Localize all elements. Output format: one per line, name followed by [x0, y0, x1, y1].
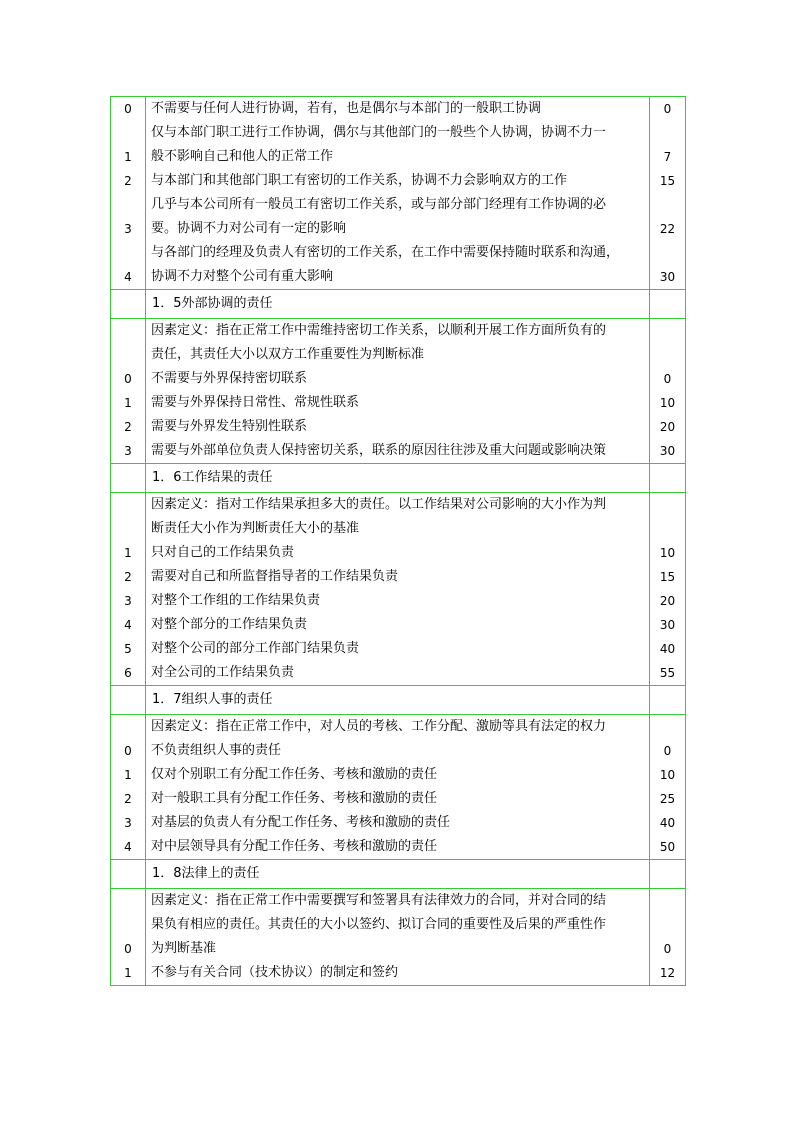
score-value: 12 — [659, 966, 676, 980]
definition-line: 为判断基准 — [151, 941, 217, 956]
score-spacer — [650, 517, 685, 541]
grade-number: 3 — [124, 444, 132, 458]
level-description: 对全公司的工作结果负责 — [151, 665, 295, 680]
score-column — [650, 97, 686, 290]
grade-number: 3 — [124, 594, 132, 608]
grade-column — [111, 715, 146, 860]
grade-cell — [111, 860, 146, 889]
section-header-row — [111, 290, 686, 319]
score-spacer — [650, 715, 685, 739]
section-title: 1．6工作结果的责任 — [152, 470, 273, 485]
section-body-row — [111, 319, 686, 464]
grade-column — [111, 319, 146, 464]
section-title-cell — [146, 686, 650, 715]
level-description: 仅对个别职工有分配工作任务、考核和激励的责任 — [151, 767, 438, 782]
description-line: 协调不力对整个公司有重大影响 — [151, 269, 334, 284]
score-spacer — [650, 913, 685, 937]
section-title-cell — [146, 464, 650, 493]
grade-spacer — [111, 493, 145, 517]
score-value: 10 — [659, 546, 676, 560]
description-column — [146, 97, 650, 290]
level-description: 需要与外部单位负责人保持密切关系，联系的原因往往涉及重大问题或影响决策 — [151, 443, 607, 458]
definition-line: 因素定义：指在正常工作中需要撰写和签署具有法律效力的合同，并对合同的结 — [151, 893, 607, 908]
score-value: 30 — [659, 618, 676, 632]
grade-spacer — [111, 889, 145, 913]
grade-number: 1 — [124, 966, 132, 980]
description-column — [146, 493, 650, 686]
section-title: 1．5外部协调的责任 — [152, 296, 273, 311]
grade-spacer — [111, 241, 145, 265]
grade-number: 5 — [124, 642, 132, 656]
score-value: 40 — [659, 642, 676, 656]
grade-column — [111, 97, 146, 290]
cell-blank — [111, 464, 145, 492]
level-description: 只对自己的工作结果负责 — [151, 545, 295, 560]
definition-line: 因素定义：指对工作结果承担多大的责任。以工作结果对公司影响的大小作为判 — [151, 497, 607, 512]
grade-spacer — [111, 319, 145, 343]
grade-number: 4 — [124, 840, 132, 854]
grade-number: 6 — [124, 666, 132, 680]
description-line: 般不影响自己和他人的正常工作 — [151, 149, 334, 164]
cell-blank — [650, 860, 685, 888]
section-header-row — [111, 860, 686, 889]
grade-column — [111, 889, 146, 986]
level-description: 需要与外界保持日常性、常规性联系 — [151, 395, 360, 410]
grade-number: 4 — [124, 270, 132, 284]
grade-spacer — [111, 343, 145, 367]
section-body-row — [111, 493, 686, 686]
score-value: 30 — [659, 444, 676, 458]
section-title: 1．7组织人事的责任 — [152, 692, 273, 707]
cell-blank — [650, 686, 685, 714]
description-column — [146, 715, 650, 860]
section-header-row — [111, 686, 686, 715]
description-column — [146, 319, 650, 464]
cell-blank — [111, 860, 145, 888]
level-description: 对中层领导具有分配工作任务、考核和激励的责任 — [151, 839, 438, 854]
level-description: 对整个公司的部分工作部门结果负责 — [151, 641, 360, 656]
score-value: 25 — [659, 792, 676, 806]
grade-number: 1 — [124, 546, 132, 560]
score-value: 7 — [663, 150, 672, 164]
description-column — [146, 889, 650, 986]
score-cell — [650, 290, 686, 319]
score-value: 40 — [659, 816, 676, 830]
grade-cell — [111, 290, 146, 319]
section-body-row — [111, 715, 686, 860]
section-body-row — [111, 889, 686, 986]
grade-number: 2 — [124, 174, 132, 188]
score-value: 22 — [659, 222, 676, 236]
definition-line: 因素定义：指在正常工作中，对人员的考核、工作分配、激励等具有法定的权力 — [151, 719, 607, 734]
definition-line: 果负有相应的责任。其责任的大小以签约、拟订合同的重要性及后果的严重性作 — [151, 917, 607, 932]
section-header-row — [111, 464, 686, 493]
level-description: 需要与外界发生特别性联系 — [151, 419, 308, 434]
description-line: 不需要与任何人进行协调，若有，也是偶尔与本部门的一般职工协调 — [151, 101, 542, 116]
description-line: 仅与本部门职工进行工作协调，偶尔与其他部门的一般些个人协调，协调不力一 — [151, 125, 607, 140]
level-description: 不需要与外界保持密切联系 — [151, 371, 308, 386]
score-spacer — [650, 493, 685, 517]
table-row — [111, 97, 686, 290]
level-description: 对一般职工具有分配工作任务、考核和激励的责任 — [151, 791, 438, 806]
cell-blank — [111, 686, 145, 714]
description-line: 与各部门的经理及负责人有密切的工作关系，在工作中需要保持随时联系和沟通， — [151, 245, 620, 260]
score-value: 55 — [659, 666, 676, 680]
score-spacer — [650, 121, 685, 145]
grade-number: 1 — [124, 150, 132, 164]
level-description: 不参与有关合同（技术协议）的制定和签约 — [151, 965, 399, 980]
description-line: 几乎与本公司所有一般员工有密切工作关系，或与部分部门经理有工作协调的必 — [151, 197, 607, 212]
grade-number: 0 — [124, 372, 132, 386]
description-line: 与本部门和其他部门职工有密切的工作关系，协调不力会影响双方的工作 — [151, 173, 568, 188]
score-value: 10 — [659, 768, 676, 782]
grade-number: 0 — [124, 102, 132, 116]
level-description: 对整个工作组的工作结果负责 — [151, 593, 321, 608]
score-value: 10 — [659, 396, 676, 410]
score-value: 0 — [663, 102, 672, 116]
level-description: 对整个部分的工作结果负责 — [151, 617, 308, 632]
score-value: 20 — [659, 594, 676, 608]
definition-line: 因素定义：指在正常工作中需维持密切工作关系，以顺利开展工作方面所负有的 — [151, 323, 607, 338]
score-spacer — [650, 193, 685, 217]
grade-column — [111, 493, 146, 686]
cell-blank — [650, 290, 685, 318]
grade-cell — [111, 464, 146, 493]
definition-line: 责任，其责任大小以双方工作重要性为判断标准 — [151, 347, 425, 362]
score-column — [650, 889, 686, 986]
level-description: 不负责组织人事的责任 — [151, 743, 282, 758]
score-value: 0 — [663, 372, 672, 386]
score-value: 0 — [663, 744, 672, 758]
grade-spacer — [111, 913, 145, 937]
score-value: 50 — [659, 840, 676, 854]
cell-blank — [111, 290, 145, 318]
document-page — [110, 96, 685, 986]
score-column — [650, 715, 686, 860]
grade-number: 3 — [124, 222, 132, 236]
score-cell — [650, 686, 686, 715]
grade-number: 3 — [124, 816, 132, 830]
grade-spacer — [111, 121, 145, 145]
grade-number: 2 — [124, 570, 132, 584]
grade-number: 1 — [124, 396, 132, 410]
section-title: 1．8法律上的责任 — [152, 866, 260, 881]
score-value: 15 — [659, 570, 676, 584]
score-column — [650, 493, 686, 686]
section-title-cell — [146, 290, 650, 319]
score-value: 30 — [659, 270, 676, 284]
level-description: 需要对自己和所监督指导者的工作结果负责 — [151, 569, 399, 584]
grade-number: 1 — [124, 768, 132, 782]
grade-spacer — [111, 517, 145, 541]
score-cell — [650, 464, 686, 493]
grade-number: 0 — [124, 744, 132, 758]
score-column — [650, 319, 686, 464]
evaluation-table — [110, 96, 686, 986]
score-spacer — [650, 889, 685, 913]
cell-blank — [650, 464, 685, 492]
grade-number: 2 — [124, 420, 132, 434]
score-spacer — [650, 343, 685, 367]
score-value: 15 — [659, 174, 676, 188]
score-spacer — [650, 319, 685, 343]
score-cell — [650, 860, 686, 889]
section-title-cell — [146, 860, 650, 889]
grade-number: 2 — [124, 792, 132, 806]
grade-spacer — [111, 715, 145, 739]
definition-line: 断责任大小作为判断责任大小的基准 — [151, 521, 360, 536]
level-description: 对基层的负责人有分配工作任务、考核和激励的责任 — [151, 815, 451, 830]
score-value: 0 — [663, 942, 672, 956]
grade-cell — [111, 686, 146, 715]
description-line: 要。协调不力对公司有一定的影响 — [151, 221, 347, 236]
grade-number: 4 — [124, 618, 132, 632]
grade-spacer — [111, 193, 145, 217]
score-value: 20 — [659, 420, 676, 434]
grade-number: 0 — [124, 942, 132, 956]
score-spacer — [650, 241, 685, 265]
